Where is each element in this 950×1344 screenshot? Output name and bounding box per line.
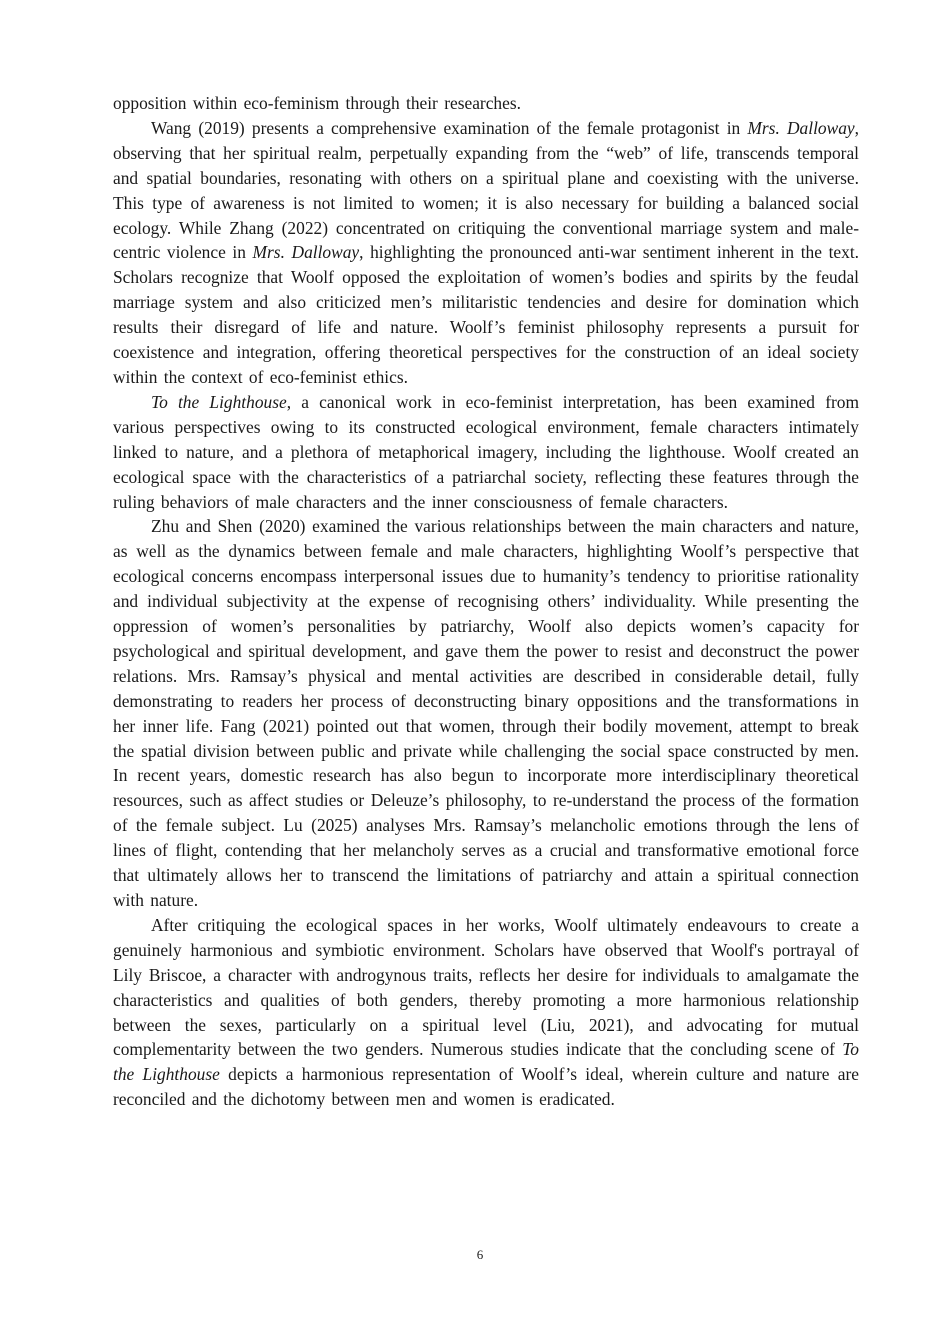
text-run: Zhu and Shen (2020) examined the various relationships between the main characters and nature, as well as the dynamics between female and male characters, highlighting Woolf’s perspective that ecological concerns encompass interpersonal issues due to humanity’s tendency to prioritise rationality and individual subjectivity at the expense of recognising others’ individuality. While presenting the oppression of women’s personalities by patriarchy, Woolf also depicts women’s capacity for psychological and spiritual development, and gave them the power to resist and deconstruct the power relations. Mrs. Ramsay’s physical and mental activities are described in considerable detail, fully demonstrating to readers her process of deconstructing binary oppositions and the transformations in her inner life. Fang (2021) pointed out that women, through their bodily movement, attempt to break the spatial division between public and private while challenging the social space constructed by men. In recent years, domestic research has also begun to incorporate more interdisciplinary theoretical resources, such as affect studies or Deleuze’s philosophy, to re-understand the process of the formation of the female subject. Lu (2025) analyses Mrs. Ramsay’s melancholic emotions through the lens of lines of flight, contending that her melancholy serves as a crucial and transformative emotional force that ultimately allows her to transcend the limitations of patriarchy and attain a spiritual connection with nature. xyxy=(113,516,859,910)
paragraph-continuation xyxy=(113,91,859,116)
paragraph-zhu-and-shen xyxy=(113,514,859,913)
title-to-the-lighthouse: To the Lighthouse xyxy=(113,1039,859,1085)
text-run: , highlighting the pronounced anti-war sentiment inherent in the text. Scholars recognize that Woolf opposed the exploitation of women’s bodies and spirits by the feudal marriage system and also criticized men’s militaristic tendencies and desire for domination which results their disregard of life and nature. Woolf’s feminist philosophy represents a pursuit for coexistence and integration, offering theoretical perspectives for the construction of an ideal society within the context of eco-feminist ethics. xyxy=(113,242,859,387)
page-number: 6 xyxy=(476,1247,484,1262)
text-run: opposition within eco-feminism through their researches. xyxy=(113,93,521,113)
title-mrs-dalloway: Mrs. Dalloway xyxy=(252,242,360,263)
paragraph-harmonious-environment xyxy=(113,913,859,1112)
text-run: Wang (2019) presents a comprehensive examination of the female protagonist in xyxy=(151,117,748,138)
text-run: depicts a harmonious representation of Woolf’s ideal, wherein culture and nature are reconciled and the dichotomy between men and women is eradicated. xyxy=(113,1064,859,1110)
document-body xyxy=(113,91,859,1112)
title-to-the-lighthouse: To the Lighthouse xyxy=(151,391,287,412)
text-run: , a canonical work in eco-feminist interpretation, has been examined from various perspectives owing to its constructed ecological environment, female characters intimately linked to nature, and a plethora of metaphorical imagery, including the lighthouse. Woolf created an ecological space with the characteristics of a patriarchal society, reflecting these features through the ruling behaviors of male characters and the inner consciousness of female characters. xyxy=(113,391,860,512)
text-run: , observing that her spiritual realm, perpetually expanding from the “web” of life, transcends temporal and spatial boundaries, resonating with others on a spiritual plane and coexisting with the universe. This type of awareness is not limited to women; it is also necessary for building a balanced social ecology. While Zhang (2022) concentrated on critiquing the conventional marriage system and male-centric violence in xyxy=(113,117,859,263)
paragraph-mrs-dalloway xyxy=(113,116,859,390)
paragraph-to-the-lighthouse xyxy=(113,390,859,515)
title-mrs-dalloway: Mrs. Dalloway xyxy=(747,117,855,138)
text-run: After critiquing the ecological spaces in her works, Woolf ultimately endeavours to create a genuinely harmonious and symbiotic environment. Scholars have observed that Woolf's portrayal of Lily Briscoe, a character with androgynous traits, reflects her desire for individuals to amalgamate the characteristics and qualities of both genders, thereby promoting a more harmonious relationship between the sexes, particularly on a spiritual level (Liu, 2021), and advocating for mutual complementarity between the two genders. Numerous studies indicate that the concluding scene of xyxy=(113,914,859,1060)
